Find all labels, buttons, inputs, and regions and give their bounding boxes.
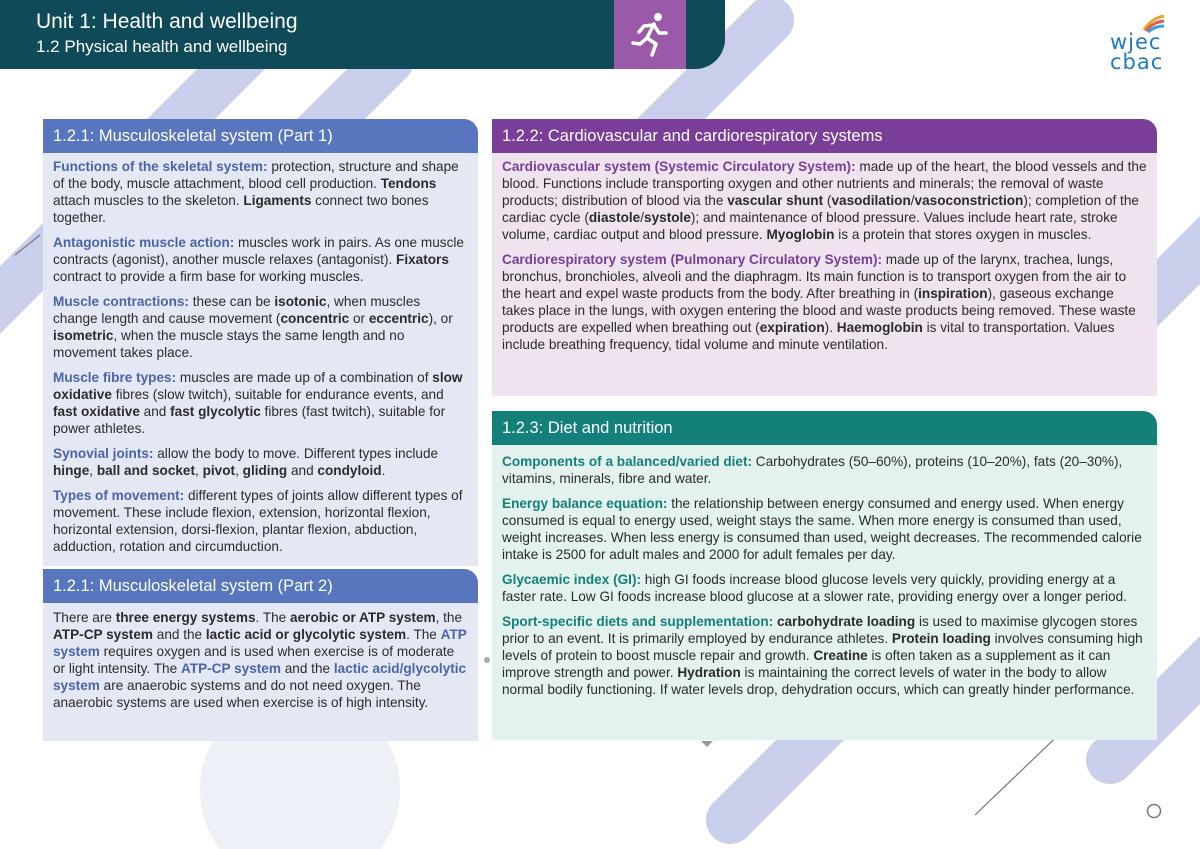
- diet-title: 1.2.3: Diet and nutrition: [492, 411, 1157, 445]
- unit-title: Unit 1: Health and wellbeing: [36, 10, 298, 33]
- msk-part2-panel: [43, 569, 478, 741]
- synovial-joints-para: Synovial joints: allow the body to move. Different types include hinge, ball and socket, pivot, gliding and condyloid.: [53, 446, 439, 478]
- cardio-title: 1.2.2: Cardiovascular and cardiorespiratory systems: [492, 119, 1157, 153]
- msk-part1-title: 1.2.1: Musculoskeletal system (Part 1): [43, 119, 478, 153]
- msk-part1-panel: [43, 119, 478, 566]
- logo-text-top: wjec: [1110, 30, 1162, 54]
- energy-balance-para: Energy balance equation: the relationship between energy consumed and energy used. When energy consumed is equal to energy used, weight stays the same. When more energy is consumed than used, weight increases. When less energy is consumed than used, weight decreases. The recommended calorie intake is 2500 for adult males and 2000 for adult females per day.: [502, 496, 1142, 562]
- energy-systems-para: There are three energy systems. The aerobic or ATP system, the ATP-CP system and the lactic acid or glycolytic system. The ATP system requires oxygen and is used when exercise is of moderate or light intensity. The ATP-CP system and the lactic acid/glycolytic system are anaerobic systems and do not need oxygen. The anaerobic systems are used when exercise is of high intensity.: [53, 610, 467, 710]
- msk-part2-body: [43, 603, 478, 741]
- msk-part1-body: [43, 153, 478, 566]
- skeletal-functions-para: Functions of the skeletal system: protection, structure and shape of the body, muscle attachment, blood cell production. Tendons attach muscles to the skeleton. Ligaments connect two bones together.: [53, 159, 459, 225]
- contractions-para: Muscle contractions: these can be isotonic, when muscles change length and cause movement (concentric or eccentric), or isometric, when the muscle stays the same length and no movement takes place.: [53, 294, 453, 360]
- msk-part2-title: 1.2.1: Musculoskeletal system (Part 2): [43, 569, 478, 603]
- balanced-diet-para: Components of a balanced/varied diet: Carbohydrates (50–60%), proteins (10–20%), fats (20–30%), vitamins, minerals, fibre and water.: [502, 454, 1123, 486]
- antagonistic-para: Antagonistic muscle action: muscles work in pairs. As one muscle contracts (agonist), another muscle relaxes (antagonist). Fixators contract to provide a firm base for working muscles.: [53, 235, 464, 284]
- glycaemic-index-para: Glycaemic index (GI): high GI foods increase blood glucose levels very quickly, providing energy at a faster rate. Low GI foods increase blood glucose at a slower rate, providing energy over a longer period.: [502, 572, 1127, 604]
- movement-types-para: Types of movement: different types of joints allow different types of movement. These include flexion, extension, horizontal flexion, horizontal extension, dorsi-flexion, plantar flexion, abduction, adduction, rotation and circumduction.: [53, 488, 463, 554]
- unit-subtitle: 1.2 Physical health and wellbeing: [36, 37, 288, 56]
- logo-text-bottom: cbac: [1110, 50, 1164, 74]
- fibre-types-para: Muscle fibre types: muscles are made up of a combination of slow oxidative fibres (slow twitch), suitable for endurance events, and fast oxidative and fast glycolytic fibres (fast twitch), suitable for power athletes.: [53, 370, 463, 436]
- cardiorespiratory-para: Cardiorespiratory system (Pulmonary Circulatory System): made up of the larynx, trachea, lungs, bronchus, bronchioles, alveoli and the diaphragm. Its main function is to transport oxygen from the air to the heart and expel waste products from the body. After breathing in (inspiration), gaseous exchange takes place in the lungs, with oxygen entering the blood and waste products being removed. These waste products are expelled when breathing out (expiration). Haemoglobin is vital to transportation. Values include breathing frequency, tidal volume and minute ventilation.: [502, 252, 1136, 352]
- wjec-cbac-logo: [1106, 14, 1168, 74]
- diet-panel: [492, 411, 1157, 740]
- running-person-icon: [614, 0, 686, 69]
- cardiovascular-para: Cardiovascular system (Systemic Circulatory System): made up of the heart, the blood vessels and the blood. Functions include transporting oxygen and other nutrients and minerals; the removal of waste products; distribution of blood via the vascular shunt (vasodilation/vasoconstriction); completion of the cardiac cycle (diastole/systole); and maintenance of blood pressure. Values include heart rate, stroke volume, cardiac output and blood pressure. Myoglobin is a protein that stores oxygen in muscles.: [502, 159, 1147, 242]
- sport-diets-para: Sport-specific diets and supplementation: carbohydrate loading is used to maximise glycogen stores prior to an event. It is primarily employed by endurance athletes. Protein loading involves consuming high levels of protein to boost muscle repair and growth. Creatine is often taken as a supplement as it can improve strength and power. Hydration is maintaining the correct levels of water in the body to allow normal bodily functioning. If water levels drop, dehydration occurs, which can greatly hinder performance.: [502, 614, 1143, 697]
- cardio-panel: [492, 119, 1157, 396]
- cardio-body: [492, 153, 1157, 396]
- diet-body: [492, 445, 1157, 740]
